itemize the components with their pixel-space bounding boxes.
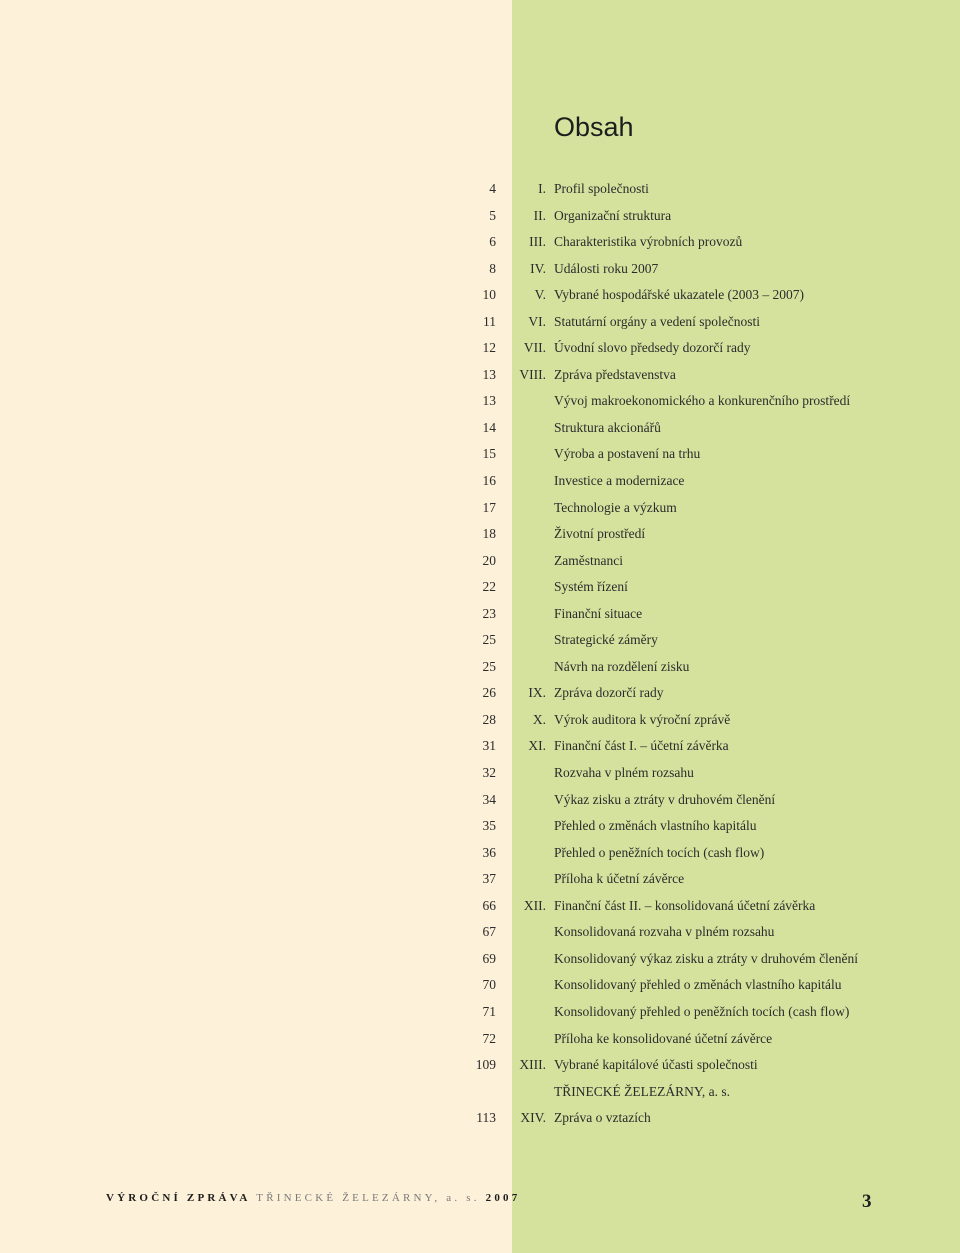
toc-entry-title: Zpráva dozorčí rady [554,685,664,701]
toc-entry[interactable] [0,627,960,654]
toc-page-number: 28 [482,711,496,727]
page-number: 3 [862,1191,872,1212]
toc-entry[interactable] [0,919,960,946]
toc-entry[interactable] [0,1052,960,1079]
toc-entry[interactable] [0,548,960,575]
page-title: Obsah [554,112,634,142]
toc-entry-title: Přehled o peněžních tocích (cash flow) [554,844,765,860]
toc-page-number: 14 [482,419,496,435]
toc-page-number: 69 [482,950,496,966]
toc-page-number: 32 [482,765,496,781]
toc-page-number: 11 [483,313,496,329]
toc-page-number: 109 [475,1057,496,1073]
toc-roman-numeral: VIII. [519,366,546,382]
toc-entry-title: Strategické záměry [554,632,658,648]
toc-roman-numeral: II. [533,207,546,223]
toc-entry-title: Investice a modernizace [554,473,685,489]
toc-page-number: 34 [482,791,496,807]
toc-entry-title: Výkaz zisku a ztráty v druhovém členění [554,791,776,807]
toc-entry-title: Technologie a výzkum [554,499,677,515]
toc-page-number: 5 [489,207,496,223]
toc-roman-numeral: XII. [523,897,546,913]
toc-page-number: 35 [482,818,496,834]
toc-page-number: 26 [482,685,496,701]
toc-entry-title: Návrh na rozdělení zisku [554,658,690,674]
toc-entry[interactable] [0,1026,960,1053]
toc-page-number: 10 [482,287,496,303]
toc-page-number: 25 [482,632,496,648]
toc-page-number: 4 [489,181,496,196]
toc-entry[interactable] [0,415,960,442]
toc-entry-title: Konsolidovaný přehled o změnách vlastního kapitálu [554,977,842,993]
toc-entry-title: Konsolidovaná rozvaha v plném rozsahu [554,924,775,940]
toc-roman-numeral: X. [532,711,546,727]
toc-roman-numeral: XI. [528,738,546,754]
toc-entry[interactable] [0,203,960,230]
toc-page-number: 20 [482,552,496,568]
toc-page-number: 22 [482,579,496,595]
footer-report-title: VÝROČNÍ ZPRÁVA [106,1192,251,1204]
toc-entry[interactable] [0,840,960,867]
toc-entry-title: Systém řízení [554,579,628,595]
toc-page-number: 8 [489,260,496,276]
toc-entry[interactable] [0,388,960,415]
toc-entry[interactable] [0,335,960,362]
toc-page-number: 17 [482,499,496,515]
toc-page-number: 70 [482,977,496,993]
toc-page-number: 67 [482,924,496,940]
toc-page-number: 31 [482,738,496,754]
toc-roman-numeral: VI. [528,313,546,329]
toc-entry[interactable] [0,866,960,893]
toc-entry-title: Výroba a postavení na trhu [554,446,701,462]
toc-entry[interactable] [0,601,960,628]
table-of-contents [0,176,960,1132]
toc-roman-numeral: IX. [528,685,546,701]
toc-entry-title: Výrok auditora k výroční zprávě [554,711,731,727]
toc-entry[interactable] [0,309,960,336]
toc-entry-title: Konsolidovaný přehled o peněžních tocích (cash flow) [554,1003,850,1019]
toc-entry-title: Události roku 2007 [554,260,659,276]
toc-entry[interactable] [0,813,960,840]
toc-entry[interactable] [0,680,960,707]
toc-entry-title: Zpráva o vztazích [554,1110,651,1126]
toc-entry[interactable] [0,1079,960,1106]
toc-entry-title: Vývoj makroekonomického a konkurenčního prostředí [554,393,851,409]
toc-entry[interactable] [0,362,960,389]
toc-entry[interactable] [0,1105,960,1132]
toc-entry-title: Úvodní slovo předsedy dozorčí rady [554,340,751,356]
toc-entry-title: Životní prostředí [554,526,646,542]
toc-entry-title: Rozvaha v plném rozsahu [554,765,694,781]
toc-entry[interactable] [0,256,960,283]
toc-entry-title: Finanční část I. – účetní závěrka [554,738,729,754]
toc-entry-title: Struktura akcionářů [554,419,661,435]
toc-entry-title: TŘINECKÉ ŽELEZÁRNY, a. s. [554,1083,730,1099]
toc-entry[interactable] [0,999,960,1026]
footer-year: 2007 [485,1192,521,1204]
toc-page-number: 13 [482,366,496,382]
toc-entry[interactable] [0,654,960,681]
toc-page-number: 72 [482,1030,496,1046]
toc-entry-title: Zaměstnanci [554,552,623,568]
toc-entry-title: Profil společnosti [554,181,649,196]
toc-page-number: 12 [482,340,496,356]
toc-entry-title: Konsolidovaný výkaz zisku a ztráty v druhovém členění [554,950,859,966]
toc-entry[interactable] [0,229,960,256]
toc-page-number: 13 [482,393,496,409]
toc-page-number: 37 [482,871,496,887]
toc-page-number: 71 [482,1003,496,1019]
toc-roman-numeral: V. [534,287,546,303]
toc-entry-title: Vybrané hospodářské ukazatele (2003 – 2007) [554,287,805,303]
toc-entry[interactable] [0,282,960,309]
toc-entry-title: Organizační struktura [554,207,672,223]
toc-entry-title: Finanční situace [554,605,643,621]
toc-page-number: 25 [482,658,496,674]
toc-entry[interactable] [0,787,960,814]
toc-entry-title: Zpráva představenstva [554,366,676,382]
toc-page-number: 15 [482,446,496,462]
toc-page-number: 23 [482,605,496,621]
footer [106,1192,520,1204]
toc-roman-numeral: III. [529,234,546,250]
toc-entry[interactable] [0,707,960,734]
footer-company-name: TŘINECKÉ ŽELEZÁRNY, a. s. [256,1192,480,1204]
toc-entry-title: Statutární orgány a vedení společnosti [554,313,760,329]
toc-entry[interactable] [0,495,960,522]
toc-entry-title: Příloha k účetní závěrce [554,871,685,887]
toc-entry-title: Příloha ke konsolidované účetní závěrce [554,1030,773,1046]
toc-roman-numeral: VII. [523,340,546,356]
toc-roman-numeral: XIV. [520,1110,546,1126]
toc-entry[interactable] [0,946,960,973]
toc-roman-numeral: XIII. [519,1057,546,1073]
toc-entry[interactable] [0,893,960,920]
toc-entry-title: Finanční část II. – konsolidovaná účetní závěrka [554,897,816,913]
toc-page-number: 66 [482,897,496,913]
toc-page-number: 6 [489,234,496,250]
toc-entry-title: Charakteristika výrobních provozů [554,234,743,250]
toc-entry[interactable] [0,176,960,203]
toc-entry-title: Přehled o změnách vlastního kapitálu [554,818,757,834]
toc-roman-numeral: I. [538,181,546,196]
toc-roman-numeral: IV. [530,260,546,276]
toc-page-number: 36 [482,844,496,860]
toc-entry[interactable] [0,760,960,787]
toc-page-number: 18 [482,526,496,542]
toc-entry[interactable] [0,574,960,601]
toc-entry[interactable] [0,972,960,999]
toc-entry[interactable] [0,441,960,468]
toc-entry[interactable] [0,733,960,760]
toc-entry[interactable] [0,521,960,548]
toc-page-number: 113 [476,1110,496,1126]
toc-page-number: 16 [482,473,496,489]
toc-entry-title: Vybrané kapitálové účasti společnosti [554,1057,758,1073]
toc-entry[interactable] [0,468,960,495]
